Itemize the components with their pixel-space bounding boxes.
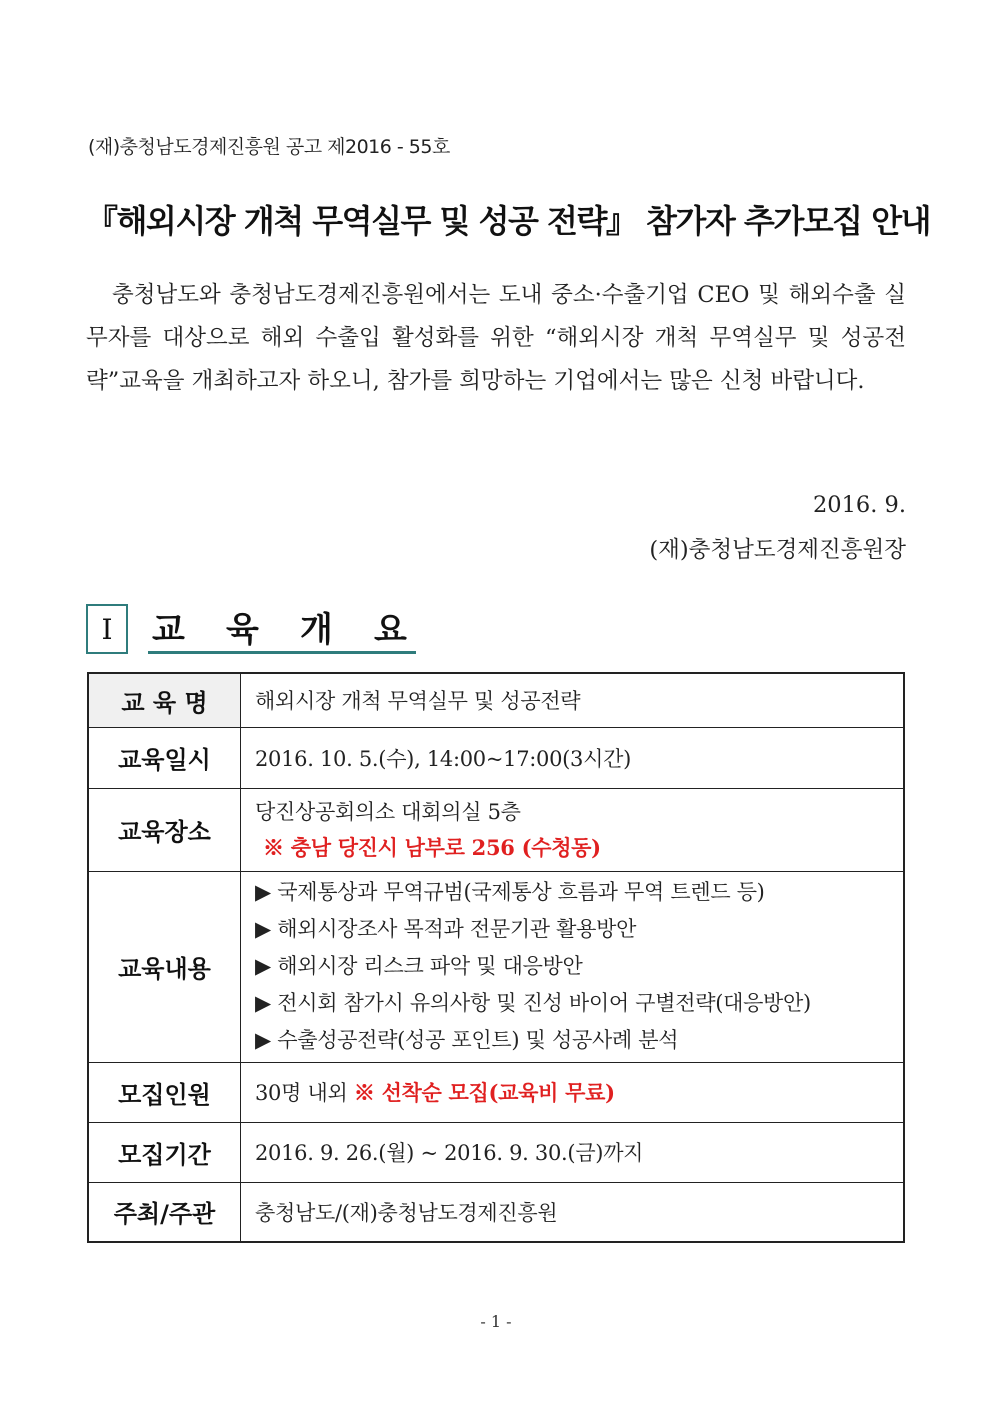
value-datetime: 2016. 10. 5.(수), 14:00~17:00(3시간) <box>241 727 905 788</box>
row-datetime <box>88 727 904 788</box>
content-item: ▶ 수출성공전략(성공 포인트) 및 성공사례 분석 <box>255 1028 679 1052</box>
row-course-name <box>88 673 904 727</box>
document-title: 『해외시장 개척 무역실무 및 성공 전략』 참가자 추가모집 안내 <box>86 202 931 240</box>
label-content: 교육내용 <box>88 871 241 1062</box>
value-period: 2016. 9. 26.(월) ~ 2016. 9. 30.(금)까지 <box>241 1122 905 1182</box>
content-item: ▶ 전시회 참가시 유의사항 및 진성 바이어 구별전략(대응방안) <box>255 991 811 1015</box>
content-item: ▶ 해외시장조사 목적과 전문기관 활용방안 <box>255 917 637 941</box>
recruit-count: 30명 내외 <box>255 1081 348 1105</box>
row-period <box>88 1122 904 1182</box>
issue-date: 2016. 9. <box>812 492 906 518</box>
label-datetime: 교육일시 <box>88 727 241 788</box>
value-course-name: 해외시장 개척 무역실무 및 성공전략 <box>241 673 905 727</box>
row-location <box>88 788 904 871</box>
value-host: 충청남도/(재)충청남도경제진흥원 <box>241 1182 905 1242</box>
signer: (재)충청남도경제진흥원장 <box>649 537 906 563</box>
section-title-char: 교 <box>152 610 185 650</box>
label-recruit: 모집인원 <box>88 1062 241 1122</box>
section-title-char: 개 <box>300 610 333 650</box>
section-number: Ⅰ <box>86 604 128 654</box>
location-address: ※ 충남 당진시 남부로 256 (수청동) <box>263 834 601 860</box>
value-content <box>241 871 905 1062</box>
section-title <box>148 600 416 654</box>
recruit-note: ※ 선착순 모집(교육비 무료) <box>353 1080 615 1105</box>
value-recruit <box>241 1062 905 1122</box>
section-title-char: 요 <box>374 610 407 650</box>
label-course-name: 교 육 명 <box>88 673 241 727</box>
content-item: ▶ 국제통상과 무역규범(국제통상 흐름과 무역 트렌드 등) <box>255 880 765 904</box>
location-venue: 당진상공회의소 대회의실 5층 <box>255 799 521 824</box>
intro-text: 충청남도와 충청남도경제진흥원에서는 도내 중소·수출기업 CEO 및 해외수출 실무자를 대상으로 해외 수출입 활성화를 위한 “해외시장 개척 무역실무 및 성공전략”교육을 개최하고자 하오니, 참가를 희망하는 기업에서는 많은 신청 바랍니다. <box>86 282 906 394</box>
row-host <box>88 1182 904 1242</box>
section-title-char: 육 <box>226 610 259 650</box>
row-recruit <box>88 1062 904 1122</box>
intro-paragraph <box>86 274 906 403</box>
label-host: 주최/주관 <box>88 1182 241 1242</box>
value-location <box>241 788 905 871</box>
label-location: 교육장소 <box>88 788 241 871</box>
row-content <box>88 871 904 1062</box>
notice-number: (재)충청남도경제진흥원 공고 제2016 - 55호 <box>88 136 450 158</box>
label-period: 모집기간 <box>88 1122 241 1182</box>
page-number: - 1 - <box>480 1312 512 1331</box>
overview-table <box>87 672 905 1243</box>
content-item: ▶ 해외시장 리스크 파악 및 대응방안 <box>255 954 583 978</box>
